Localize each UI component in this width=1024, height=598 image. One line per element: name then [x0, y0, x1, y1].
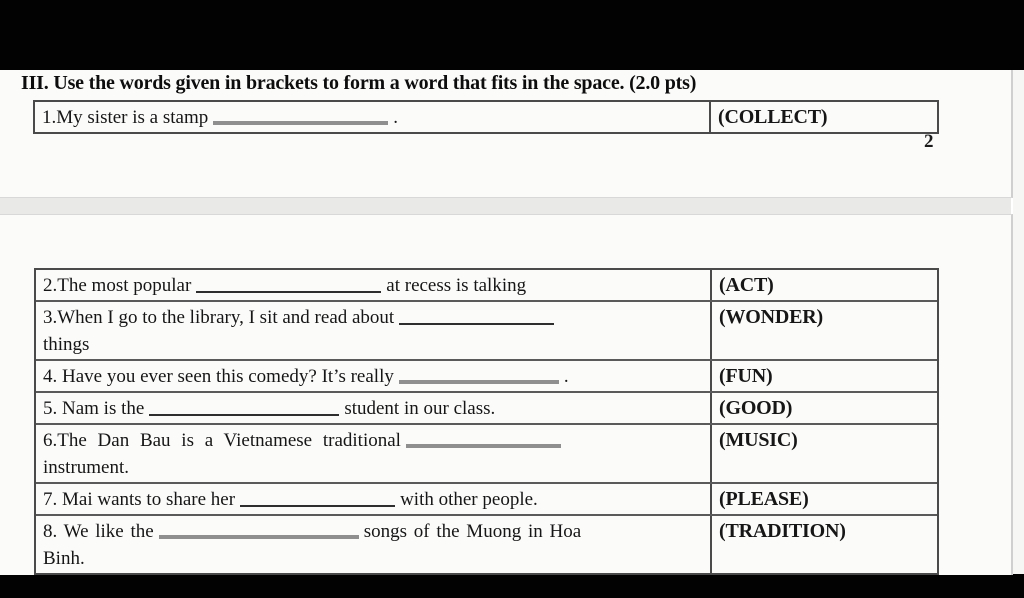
answer-blank	[240, 495, 395, 507]
sentence-text-line2: instrument.	[43, 457, 130, 478]
exercise-table-top	[33, 100, 939, 134]
sentence-cell	[36, 393, 712, 423]
sentence-text: songs of the Muong in Hoa	[363, 521, 582, 542]
table-row	[36, 516, 937, 573]
table-row	[36, 425, 937, 484]
table-row	[36, 484, 937, 516]
keyword-cell: (PLEASE)	[719, 488, 809, 510]
bottom-black-bar	[0, 574, 1024, 598]
page-number: 2	[924, 131, 934, 152]
sentence-text-line2: things	[43, 334, 90, 355]
keyword-cell: (TRADITION)	[719, 520, 846, 542]
keyword-cell: (ACT)	[719, 274, 774, 296]
keyword-cell: (COLLECT)	[718, 106, 828, 128]
sentence-cell	[36, 425, 712, 482]
sentence-text: .	[563, 366, 569, 387]
page-gap	[0, 198, 1011, 214]
sentence-text: 5. Nam is the	[43, 398, 145, 419]
sentence-text: 7. Mai wants to share her	[43, 489, 236, 510]
sentence-cell	[36, 302, 712, 359]
sentence-cell	[36, 361, 712, 391]
sentence-text: with other people.	[400, 489, 538, 510]
table-row	[36, 361, 937, 393]
sentence-text: 3.When I go to the library, I sit and read about	[43, 307, 395, 328]
keyword-cell: (GOOD)	[719, 397, 793, 419]
table-row	[36, 393, 937, 425]
sentence-cell	[35, 102, 711, 132]
sentence-cell	[36, 484, 712, 514]
exercise-table-main	[34, 268, 939, 575]
sentence-text: 2.The most popular	[43, 275, 192, 296]
answer-blank	[149, 404, 339, 416]
sentence-text: 6.The Dan Bau is a Vietnamese traditional	[43, 430, 401, 451]
sentence-text: 8. We like the	[43, 521, 154, 542]
keyword-cell: (WONDER)	[719, 306, 823, 328]
answer-blank	[399, 313, 554, 325]
table-row	[36, 270, 937, 302]
section-title: III. Use the words given in brackets to form a word that fits in the space. (2.0 pts)	[21, 72, 697, 94]
top-black-bar	[0, 0, 1024, 70]
sentence-text: .	[393, 107, 398, 128]
sentence-text: 4. Have you ever seen this comedy? It’s really	[43, 366, 394, 387]
table-row	[36, 302, 937, 361]
answer-blank	[213, 111, 388, 125]
sentence-text-line2: Binh.	[43, 548, 85, 569]
sentence-text: 1.My sister is a stamp	[42, 107, 209, 128]
answer-blank	[399, 370, 559, 384]
keyword-cell: (MUSIC)	[719, 429, 798, 451]
answer-blank	[196, 281, 381, 293]
sentence-text: student in our class.	[344, 398, 496, 419]
sentence-text: at recess is talking	[386, 275, 527, 296]
keyword-cell: (FUN)	[719, 365, 773, 387]
answer-blank	[406, 434, 561, 448]
sentence-cell	[36, 270, 712, 300]
table-row	[35, 102, 937, 132]
page-edge	[1013, 70, 1024, 574]
answer-blank	[159, 525, 359, 539]
sentence-cell	[36, 516, 712, 573]
